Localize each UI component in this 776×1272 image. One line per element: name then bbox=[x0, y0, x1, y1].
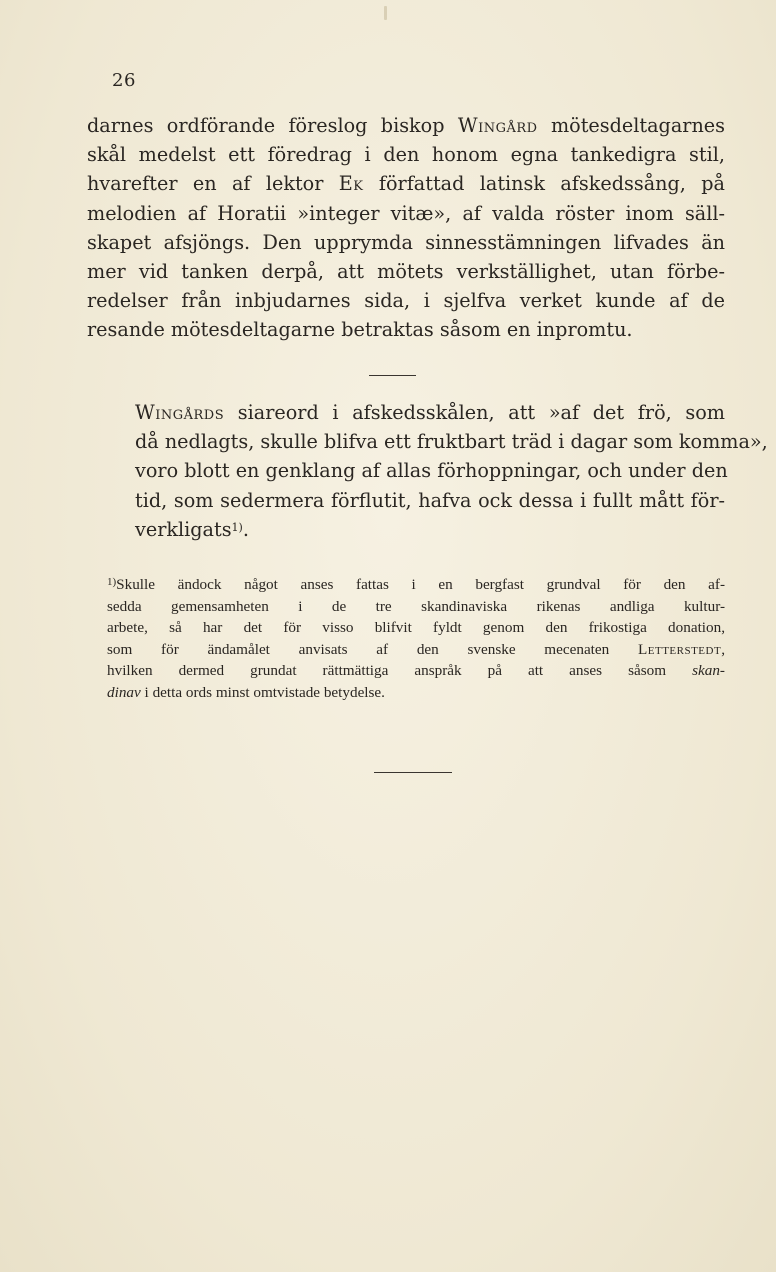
text-segment: i detta ords minst omtvistade betydelse. bbox=[140, 683, 385, 701]
text-segment: hvarefter en af lektor bbox=[87, 172, 339, 196]
text-line: verkligats$^{1)}$. bbox=[135, 517, 249, 541]
italic-word: skan- bbox=[692, 662, 725, 680]
text-line bbox=[107, 574, 725, 596]
text-line bbox=[87, 169, 725, 198]
text-segment: redelser från inbjudarnes sida, i sjelfva verket kunde af de bbox=[87, 289, 725, 313]
text-line bbox=[87, 140, 725, 169]
text-segment: resande mötesdeltagarne betraktas såsom en inpromtu. bbox=[87, 318, 633, 342]
text-segment: arbete, så har det för visso blifvit fyldt genom den frikostiga donation, bbox=[107, 619, 725, 637]
text-segment: då nedlagts, skulle blifva ett fruktbart träd i dagar som komma», bbox=[135, 430, 768, 454]
text-line bbox=[87, 257, 725, 286]
text-line bbox=[87, 486, 725, 515]
text-line bbox=[107, 660, 725, 682]
section-divider bbox=[369, 375, 416, 376]
text-segment: tid, som sedermera förflutit, hafva ock dessa i fullt mått för- bbox=[135, 488, 725, 512]
text-line bbox=[107, 596, 725, 618]
text-segment: Skulle ändock något anses fattas i en bergfast grundval för den af- bbox=[116, 576, 725, 593]
text-segment: sedda gemensamheten i de tre skandinaviska rikenas andliga kultur- bbox=[107, 597, 725, 615]
scan-mark bbox=[384, 6, 387, 20]
text-segment: darnes ordförande föreslog biskop bbox=[87, 114, 458, 137]
footnote-marker-sup: 1) bbox=[107, 576, 117, 588]
text-segment: skål medelst ett föredrag i den honom egna tankedigra stil, bbox=[87, 143, 725, 167]
small-caps-name: Wingård bbox=[457, 114, 538, 137]
text-line bbox=[87, 199, 725, 228]
footnote bbox=[107, 574, 725, 704]
text-line bbox=[107, 639, 725, 661]
text-line bbox=[87, 228, 725, 257]
text-segment: mötesdeltagarnes bbox=[537, 114, 726, 137]
text-segment: voro blott en genklang af allas förhoppningar, och under den bbox=[135, 459, 728, 483]
small-caps-name: Ek bbox=[338, 172, 364, 196]
paragraph-2 bbox=[87, 398, 768, 544]
text-segment: hvilken dermed grundat rättmättiga anspråk på att anses såsom bbox=[107, 662, 693, 680]
page-number: 26 bbox=[112, 70, 136, 91]
text-segment: , bbox=[721, 640, 725, 658]
text-segment: författad latinsk afskedssång, på bbox=[363, 172, 725, 196]
end-divider bbox=[374, 772, 452, 773]
text-segment: som för ändamålet anvisats af den svenske mecenaten bbox=[107, 640, 638, 658]
small-caps-name: Letterstedt bbox=[637, 640, 722, 658]
text-line bbox=[87, 398, 725, 427]
italic-word: dinav bbox=[107, 683, 141, 701]
text-line bbox=[107, 682, 725, 704]
paragraph-1 bbox=[87, 111, 725, 345]
text-line bbox=[107, 617, 725, 639]
text-line bbox=[87, 456, 728, 485]
text-line bbox=[87, 315, 725, 344]
text-segment: skapet afsjöngs. Den upprymda sinnesstämningen lifvades än bbox=[87, 230, 725, 254]
text-line bbox=[87, 111, 725, 140]
text-segment: mer vid tanken derpå, att mötets verkställighet, utan förbe- bbox=[87, 260, 725, 284]
text-line bbox=[87, 286, 725, 315]
text-segment: verkligats bbox=[135, 517, 232, 541]
footnote-reference: 1) bbox=[231, 520, 243, 534]
small-caps-name: Wingårds bbox=[135, 401, 225, 424]
text-segment: melodien af Horatii »integer vitæ», af valda röster inom säll- bbox=[87, 201, 725, 225]
text-segment: siareord i afskedsskålen, att »af det frö, som bbox=[224, 401, 725, 424]
footnote-marker bbox=[107, 576, 116, 593]
text-line bbox=[87, 427, 768, 456]
